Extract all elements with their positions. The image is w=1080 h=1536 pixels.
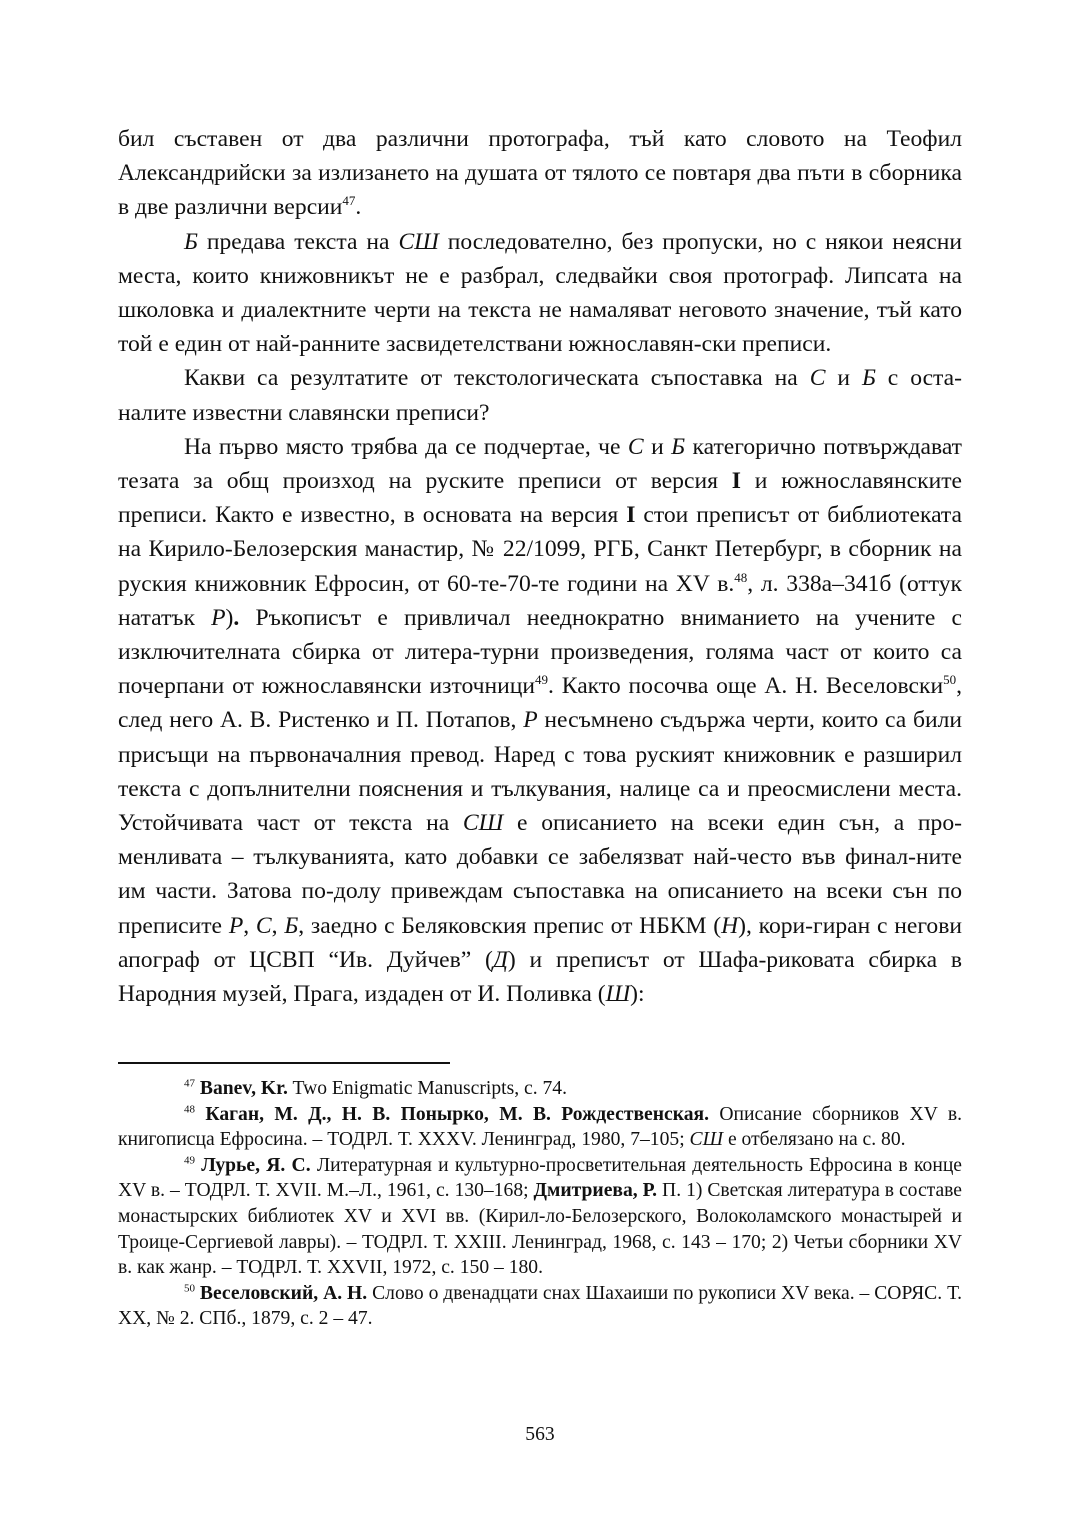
text-run: с оста-налите известни славянски преписи? [118,365,962,426]
footnote-text: Описание сборников XV в. книгописца Ефросина. – ТОДРЛ. Т. XXXV. Ленинград, 1980, 7–105; [118,1103,963,1151]
footnote-number: 50 [184,1282,195,1295]
text-run: , след него А. В. Ристенко и П. Потапов, [118,673,963,734]
paragraph-1 [118,122,962,225]
siglum-sh: СШ [689,1129,724,1151]
text-run: ) и преписът от Шафа-риковата сбирка в Народния музей, Прага, издаден от И. Поливка ( [118,946,963,1008]
siglum-r: Р [228,912,244,939]
version-numeral: I [731,468,741,495]
footnote-ref-47[interactable]: 47 [342,193,356,209]
footnote-text: Two Enigmatic Manuscripts, c. 74. [287,1078,567,1099]
siglum-n: Н [721,912,739,939]
version-numeral: I [626,502,636,529]
footnote-49 [118,1153,962,1281]
footnote-ref-48[interactable]: 48 [734,569,748,585]
footnote-ref-50[interactable]: 50 [943,672,957,688]
siglum-r: Р [523,707,538,734]
text-run: бил съставен от два различни протографа, тъй като словото на Теофил Александрийски за излизането на душата от тялото се повтаря два пъти в сборника в две различни версии [118,126,962,221]
siglum-s: С [809,365,826,392]
footnote-50 [118,1281,962,1332]
main-text [118,122,962,1011]
paragraph-2 [118,225,962,362]
text-run: и [825,365,862,392]
text-run: , заедно с Беляковския препис от НБКМ ( [298,912,722,939]
paragraph-4 [118,430,962,1011]
text-run: категорично потвърждават тезата за общ произход на руските преписи от версия [118,433,962,495]
footnote-text: е отбелязано на с. 80. [723,1129,906,1151]
text-run: ) [225,604,234,631]
page-number: 563 [525,1424,555,1445]
footnote-author: Banev, Kr. [199,1078,288,1099]
text-run: . [355,194,362,221]
text-run: На първо място трябва да се подчертае, че [184,433,628,460]
footnote-text: П. 1) Светская литература в составе монастырских библиотек XV и XVI вв. (Кирил-ло-Белозерского, Волоколамского монастырей и Троице-Сергиевой лавры). – ТОДРЛ. Т. XXIII. Ленинград, 1968, с. 143 – 170; 2) Четьи сборники XV в. как жанр. – ТОДРЛ. Т. XXVII, 1972, с. 150 – 180. [118,1180,962,1279]
footnote-author: Лурье, Я. С. [201,1154,311,1176]
footnote-number: 47 [184,1077,195,1090]
footnote-author: Дмитриева, Р. [533,1180,658,1202]
text-run: Какви са резултатите от текстологическата съпоставка на [184,365,810,392]
text-run: е описанието на всеки един сън, а про-менливата – тълкуванията, като добавки се забелязват най-често във финал-ните им части. Затова по-долу привеждам съпоставка на описанието на всеки сън по преписите [118,810,962,939]
text-run: , [271,912,285,939]
text-run: последователно, без пропуски, но с някои неясни места, които книжовникът не е разбрал, следвайки своя протограф. Липсата на школовка и диалектните черти на текста не намаляват неговото значение, тъй като той е един от най-ранните засвидетелствани южнославян-ски преписи. [118,228,962,358]
text-run: Ръкописът е привличал нееднократно вниманието на учените с изключителната сбирка от литера-турни произведения, голяма част от които са почерпани от южнославянски източници [118,604,962,700]
footnote-47 [118,1076,962,1102]
siglum-s: С [255,912,272,939]
text-run: , л. 338а–341б (оттук нататък [118,570,963,631]
siglum-b: Б [284,912,299,939]
footnote-48 [118,1102,962,1153]
text-run: . Както посочва още А. Н. Веселовски [548,673,944,700]
footnote-number: 48 [184,1103,195,1116]
text-run: несъмнено съдържа черти, които са били присъщи на първоначалния превод. Наред с това руският книжовник е разширил текста с допълнителни пояснения и тълкувания, налице са и преосмислени места. Устойчивата част от текста на [118,707,962,837]
siglum-r: Р [211,604,226,631]
text-run: , [243,912,256,939]
footnote-text: Слово о двенадцати снах Шахаиши по рукописи XV века. – СОРЯС. Т. XX, № 2. СПб., 1879, с. 2 – 47. [118,1282,962,1330]
footnote-text: Литературная и культурно-просветительная деятельность Ефросина в конце XV в. – ТОДРЛ. Т. XVII. М.–Л., 1961, с. 130–168; [118,1154,962,1202]
siglum-sh: СШ [398,228,439,255]
footnote-author: Каган, М. Д., Н. В. Понырко, М. В. Рождественская. [205,1103,709,1125]
text-run: и [643,433,672,460]
footnote-ref-49[interactable]: 49 [535,672,549,688]
text-run: и южнославянските преписи. Както е известно, в основата на версия [118,468,962,529]
footnote-separator [118,1062,450,1064]
footnote-number: 49 [184,1154,195,1167]
siglum-b: Б [861,365,876,392]
bold-period: . [233,604,240,631]
siglum-b: Б [671,433,686,460]
siglum-d: Д [492,946,508,973]
siglum-s: С [627,433,644,460]
text-run: предава текста на [197,228,399,255]
text-run: ): [630,981,645,1008]
siglum-sh: СШ [462,810,504,837]
text-run: стои преписът от библиотеката на Кирило-Белозерския манастир, № 22/1099, РГБ, Санкт Петербург, в сборник на руския книжовник Ефросин, от 60-те-70-те години на XV в. [118,502,963,597]
siglum-shaf: Ш [605,981,631,1008]
paragraph-3 [118,361,962,429]
footnote-author: Веселовский, А. Н. [199,1282,368,1304]
footnotes [118,1076,962,1332]
text-run: ), кори-гиран с негови апограф от ЦСВП “Ив. Дуйчев” ( [118,912,962,973]
siglum-b: Б [184,228,198,255]
